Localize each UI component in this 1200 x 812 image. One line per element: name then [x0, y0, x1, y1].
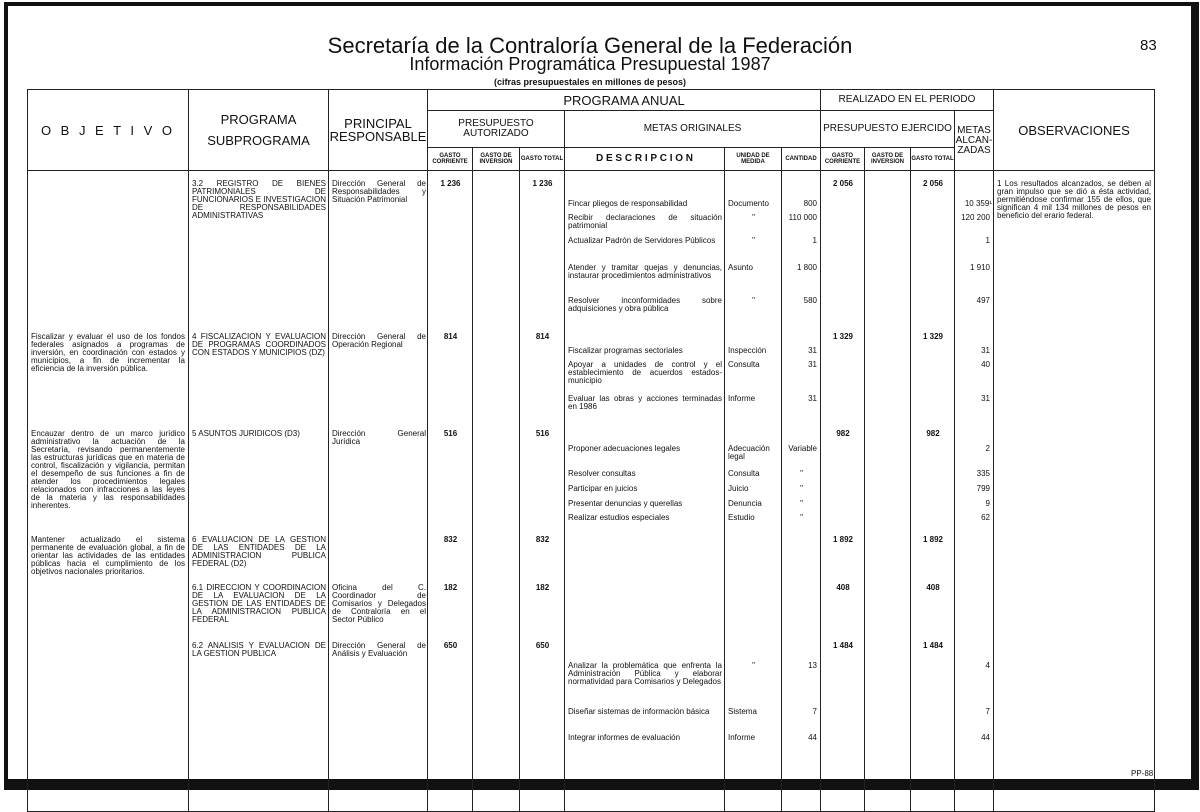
ej-total-value: 408 — [926, 583, 940, 592]
meta-unidad: Estudio — [728, 513, 755, 522]
meta-descripcion: Participar en juicios — [568, 484, 638, 493]
programa-text: 6.1 DIRECCION Y COORDINACION DE LA EVALUACION DE LA GESTION DE LAS ENTIDADES DE LA ADMINISTRACION PUBLICA FEDERAL — [192, 583, 326, 624]
meta-cantidad: " — [800, 484, 803, 493]
meta-cantidad: 44 — [808, 733, 817, 742]
meta-alcanzada: 31 — [981, 346, 990, 355]
col-aut-inversion — [473, 171, 519, 811]
meta-cantidad: " — [800, 499, 803, 508]
header-programa — [189, 90, 329, 171]
ej-total-value: 1 484 — [922, 641, 944, 650]
header-ej-gasto-corriente: GASTO CORRIENTE — [821, 148, 865, 171]
header-objetivo: O B J E T I V O — [28, 90, 189, 171]
header-unidad-medida: UNIDAD DE MEDIDA — [725, 148, 782, 171]
ej-corriente-value: 1 484 — [832, 641, 854, 650]
budget-table — [27, 89, 1155, 812]
header-metas-alcanzadas: METAS ALCAN- ZADAS — [955, 111, 994, 171]
col-programa — [189, 171, 328, 811]
header-gasto-inversion: GASTO DE INVERSION — [473, 148, 520, 171]
ej-corriente-value: 1 892 — [832, 535, 854, 544]
responsable-text: Dirección General Jurídica — [332, 429, 426, 446]
meta-alcanzada: 10 359¹ — [964, 199, 992, 208]
programa-text: 6 EVALUACION DE LA GESTION DE LAS ENTIDADES DE LA ADMINISTRACION PUBLICA FEDERAL (D2) — [192, 535, 326, 568]
meta-descripcion: Fincar pliegos de responsabilidad — [568, 199, 688, 208]
meta-descripcion: Proponer adecuaciones legales — [568, 444, 681, 453]
meta-cantidad: " — [800, 513, 803, 522]
header-responsable — [329, 90, 428, 171]
meta-cantidad: 1 — [812, 236, 817, 245]
header-metas-originales: METAS ORIGINALES — [565, 111, 821, 148]
col-metas-alcanzadas — [955, 171, 993, 811]
objetivo-text: Fiscalizar y evaluar el uso de los fondos federales asignados a programas de inversión, en coordinación con estados y municipios, a fin de incrementar la eficiencia de la inversión pública. — [31, 332, 185, 373]
meta-cantidad: 31 — [808, 346, 817, 355]
header-gasto-total: GASTO TOTAL — [520, 148, 565, 171]
meta-unidad: Informe — [728, 733, 756, 742]
header-descripcion: D E S C R I P C I O N — [565, 148, 725, 171]
meta-alcanzada: 4 — [985, 661, 990, 670]
header-realizado: REALIZADO EN EL PERIODO — [821, 90, 994, 111]
meta-unidad: Juicio — [728, 484, 749, 493]
header-gasto-corriente: GASTO CORRIENTE — [428, 148, 473, 171]
meta-alcanzada: 9 — [985, 499, 990, 508]
meta-unidad: Consulta — [728, 360, 760, 369]
meta-alcanzada: 40 — [981, 360, 990, 369]
header-subprograma-label: SUBPROGRAMA — [207, 133, 310, 148]
meta-cantidad: " — [800, 469, 803, 478]
ej-total-value: 982 — [926, 429, 940, 438]
header-observaciones: OBSERVACIONES — [994, 90, 1155, 171]
meta-unidad: Inspección — [728, 346, 767, 355]
meta-descripcion: Apoyar a unidades de control y el establecimiento de acuerdos estados-municipio — [568, 360, 722, 385]
aut-total-value: 832 — [535, 535, 550, 544]
meta-unidad: Asunto — [728, 263, 753, 272]
header-principal-label: PRINCIPAL — [344, 116, 412, 131]
page-number: 83 — [1140, 37, 1157, 54]
meta-descripcion: Presentar denuncias y querellas — [568, 499, 683, 508]
aut-total-value: 182 — [535, 583, 550, 592]
ej-total-value: 2 056 — [922, 179, 944, 188]
meta-unidad: " — [752, 661, 755, 670]
meta-alcanzada: 497 — [976, 296, 990, 305]
meta-unidad: Documento — [728, 199, 769, 208]
meta-descripcion: Resolver consultas — [568, 469, 636, 478]
document-subtitle: Información Programática Presupuestal 1987 — [409, 54, 771, 74]
col-aut-total — [520, 171, 564, 811]
objetivo-text: Mantener actualizado el sistema permanente de evaluación global, a fin de orientar las actividades de las entidades públicas hacia el cumplimiento de los objetivos nacionales prioritarios. — [31, 535, 185, 576]
responsable-text: Oficina del C. Coordinador de Comisarios y Delegados de Contraloría en el Sector Público — [332, 583, 426, 624]
programa-text: 6.2 ANALISIS Y EVALUACION DE LA GESTION PUBLICA — [192, 641, 326, 658]
header-ej-gasto-total: GASTO TOTAL — [911, 148, 955, 171]
aut-total-value: 1 236 — [532, 179, 553, 188]
meta-unidad: " — [752, 213, 755, 222]
aut-corriente-value: 832 — [443, 535, 458, 544]
aut-corriente-value: 1 236 — [440, 179, 461, 188]
header-ej-gasto-inversion: GASTO DE INVERSION — [865, 148, 911, 171]
meta-alcanzada: 1 — [985, 236, 990, 245]
header-cantidad: CANTIDAD — [782, 148, 821, 171]
meta-alcanzada: 31 — [981, 394, 990, 403]
aut-corriente-value: 516 — [443, 429, 458, 438]
meta-descripcion: Recibir declaraciones de situación patrimonial — [568, 213, 722, 230]
aut-total-value: 650 — [535, 641, 550, 650]
document-note: (cifras presupuestales en millones de pesos) — [493, 77, 687, 87]
aut-corriente-value: 650 — [443, 641, 458, 650]
objetivo-text: Encauzar dentro de un marco jurídico administrativo la actuación de la Secretaría, revisando permanentemente las estructuras jurídicas que en materia de control, fiscalización y vigilancia, permitan el desempeño de sus funciones a fin de atender los procedimientos legales relacionados con infracciones a las leyes de la materia y las responsabilidades inherentes. — [31, 429, 185, 510]
header-responsable-label: RESPONSABLE — [329, 129, 427, 144]
ej-total-value: 1 892 — [922, 535, 944, 544]
col-observaciones — [994, 171, 1154, 811]
responsable-text: Dirección General de Análisis y Evaluación — [332, 641, 426, 658]
meta-unidad: " — [752, 236, 755, 245]
meta-descripcion: Diseñar sistemas de información básica — [568, 707, 710, 716]
col-objetivo — [28, 171, 188, 811]
page-footer-code: PP-88 — [1131, 769, 1154, 778]
meta-cantidad: Variable — [788, 444, 817, 453]
meta-alcanzada: 1 910 — [969, 263, 990, 272]
meta-cantidad: 7 — [812, 707, 817, 716]
meta-cantidad: 31 — [808, 394, 817, 403]
meta-alcanzada: 335 — [976, 469, 990, 478]
col-aut-corriente — [428, 171, 472, 811]
aut-total-value: 516 — [535, 429, 550, 438]
meta-descripcion: Atender y tramitar quejas y denuncias, instaurar procedimientos administrativos — [568, 263, 722, 280]
meta-alcanzada: 799 — [976, 484, 990, 493]
responsable-text: Dirección General de Operación Regional — [332, 332, 426, 349]
programa-text: 5 ASUNTOS JURIDICOS (D3) — [192, 429, 300, 438]
aut-corriente-value: 814 — [443, 332, 458, 341]
header-presupuesto-ejercido: PRESUPUESTO EJERCIDO — [821, 111, 955, 148]
col-unidad — [725, 171, 781, 811]
meta-unidad: Sistema — [728, 707, 757, 716]
col-ej-total — [911, 171, 954, 811]
col-ej-corriente — [821, 171, 864, 811]
meta-descripcion: Evaluar las obras y acciones terminadas en 1986 — [568, 394, 722, 411]
meta-cantidad: 110 000 — [788, 213, 817, 222]
meta-cantidad: 13 — [808, 661, 817, 670]
header-presupuesto-autorizado: PRESUPUESTO AUTORIZADO — [428, 111, 565, 148]
ej-corriente-value: 408 — [836, 583, 850, 592]
meta-descripcion: Fiscalizar programas sectoriales — [568, 346, 683, 355]
meta-alcanzada: 44 — [981, 733, 990, 742]
aut-total-value: 814 — [535, 332, 550, 341]
aut-corriente-value: 182 — [443, 583, 458, 592]
meta-alcanzada: 62 — [981, 513, 990, 522]
meta-unidad: Adecuación legal — [728, 444, 770, 461]
meta-alcanzada: 120 200 — [961, 213, 990, 222]
document-title: Secretaría de la Contraloría General de la Federación — [327, 33, 853, 58]
col-ej-inversion — [865, 171, 910, 811]
col-responsable — [329, 171, 427, 811]
meta-unidad: Informe — [728, 394, 756, 403]
meta-cantidad: 31 — [808, 360, 817, 369]
meta-cantidad: 1 800 — [796, 263, 817, 272]
col-descripcion — [565, 171, 724, 811]
programa-text: 3.2 REGISTRO DE BIENES PATRIMONIALES DE FUNCIONARIOS E INVESTIGACION DE RESPONSABILIDADES ADMINISTRATIVAS — [192, 179, 326, 220]
page-shadow-right — [1191, 2, 1199, 787]
meta-descripcion: Realizar estudios especiales — [568, 513, 670, 522]
meta-unidad: Denuncia — [728, 499, 762, 508]
ej-corriente-value: 2 056 — [832, 179, 854, 188]
meta-descripcion: Analizar la problemática que enfrenta la Administración Pública y elaborar normatividad para Comisarios y Delegados — [568, 661, 722, 686]
meta-descripcion: Integrar informes de evaluación — [568, 733, 681, 742]
meta-descripcion: Actualizar Padrón de Servidores Públicos — [568, 236, 716, 245]
meta-cantidad: 580 — [803, 296, 817, 305]
ej-total-value: 1 329 — [922, 332, 944, 341]
header-programa-anual: PROGRAMA ANUAL — [428, 90, 821, 111]
col-cantidad — [782, 171, 820, 811]
ej-corriente-value: 982 — [836, 429, 850, 438]
meta-unidad: Consulta — [728, 469, 760, 478]
meta-alcanzada: 7 — [985, 707, 990, 716]
meta-alcanzada: 2 — [985, 444, 990, 453]
observacion-text: 1 Los resultados alcanzados, se deben al gran impulso que se dió a ésta actividad, permitiéndose confirmar 155 de ellos, que significan 4 mil 134 millones de pesos en beneficio del erario federal. — [997, 179, 1151, 220]
meta-descripcion: Resolver inconformidades sobre adquisiciones y obra pública — [568, 296, 722, 313]
ej-corriente-value: 1 329 — [832, 332, 854, 341]
meta-cantidad: 800 — [803, 199, 817, 208]
header-programa-label: PROGRAMA — [220, 112, 297, 127]
programa-text: 4 FISCALIZACION Y EVALUACION DE PROGRAMAS COORDINADOS CON ESTADOS Y MUNICIPIOS (DZ) — [192, 332, 326, 357]
responsable-text: Dirección General de Responsabilidades y Situación Patrimonial — [332, 179, 426, 204]
meta-unidad: " — [752, 296, 755, 305]
